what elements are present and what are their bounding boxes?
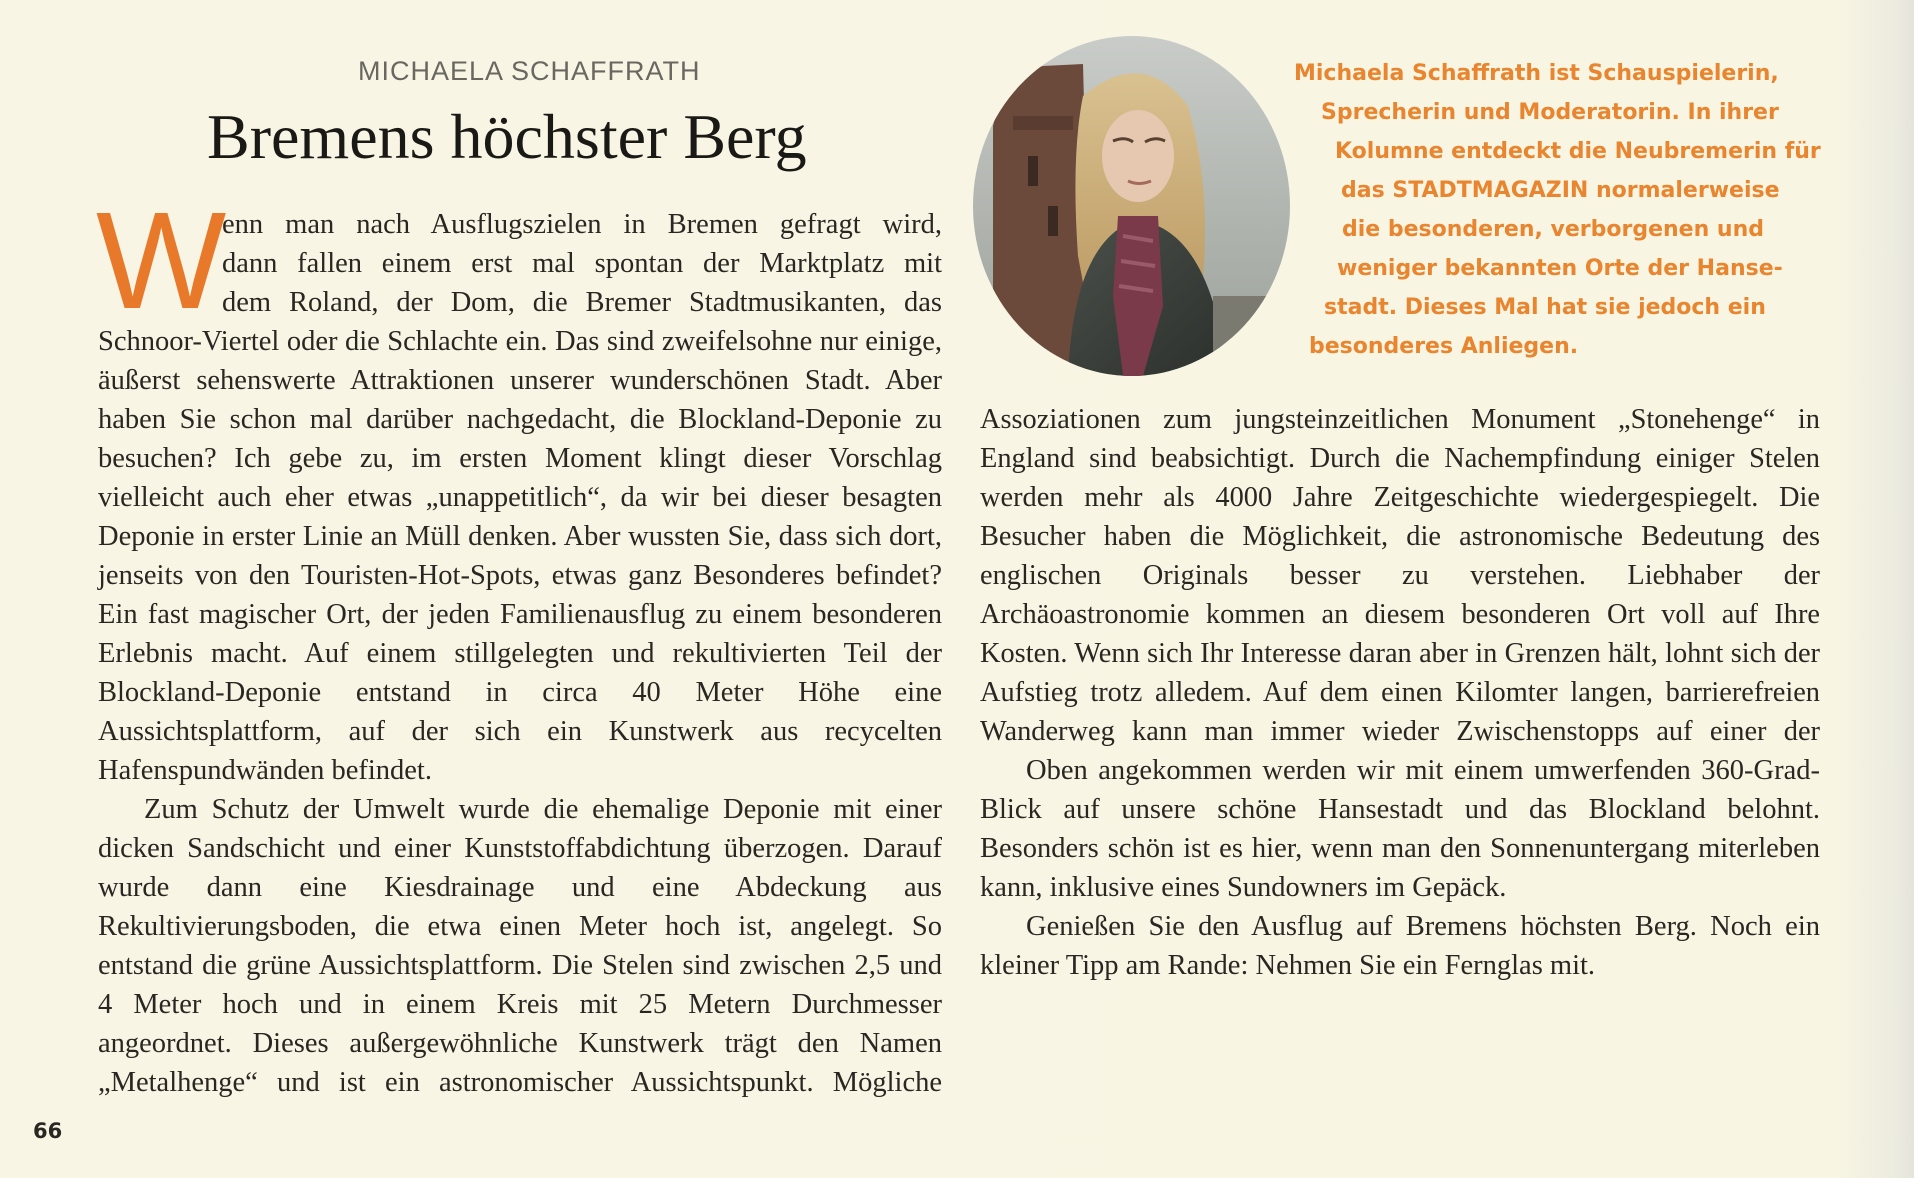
paragraph-3: Oben angekommen werden wir mit einem umwerfenden 360-Grad-Blick auf unsere schöne Hansestadt und das Blockland belohnt. Besonders schön ist es hier, wenn man den Sonnenuntergang miterleben kann, inklusive eines Sundowners im Gepäck. bbox=[980, 755, 1820, 903]
article-column-left bbox=[98, 322, 942, 1102]
bio-line: die besonderen, verborgenen und bbox=[1342, 217, 1764, 242]
bio-line: besonderes Anliegen. bbox=[1309, 334, 1579, 359]
paragraph-4: Genießen Sie den Ausflug auf Bremens höchsten Berg. Noch ein kleiner Tipp am Rande: Nehmen Sie ein Fernglas mit. bbox=[980, 911, 1820, 981]
paragraph-1: Schnoor-Viertel oder die Schlachte ein. Das sind zweifelsohne nur einige, äußerst sehenswerte Attraktionen unserer wunderschönen Stadt. Aber haben Sie schon mal darüber nachgedacht, die Blockland-Deponie zu besuchen? Ich gebe zu, im ersten Moment klingt dieser Vorschlag vielleicht auch eher etwas „unappetitlich“, da wir bei dieser besagten Deponie in erster Linie an Müll denken. Aber wussten Sie, dass sich dort, jenseits von den Touristen-Hot-Spots, etwas ganz Besonderes befindet? Ein fast magischer Ort, der jeden Familienausflug zu einem besonderen Erlebnis macht. Auf einem stillgelegten und rekultivierten Teil der Blockland-Deponie entstand in circa 40 Meter Höhe eine Aussichtsplattform, auf der sich ein Kunstwerk aus recycelten Hafenspundwänden befindet. bbox=[98, 326, 942, 786]
intro-line: dem Roland, der Dom, die Bremer Stadtmusikanten, das bbox=[222, 287, 942, 318]
bio-line: Kolumne entdeckt die Neubremerin für bbox=[1335, 139, 1821, 164]
bio-line: Sprecherin und Moderatorin. In ihrer bbox=[1321, 100, 1779, 125]
author-portrait bbox=[973, 36, 1290, 376]
paragraph-2-continued bbox=[980, 400, 1820, 751]
bio-line: das STADTMAGAZIN normalerweise bbox=[1341, 178, 1780, 203]
portrait-image bbox=[973, 36, 1290, 376]
author-kicker: MICHAELA SCHAFFRATH bbox=[358, 56, 701, 86]
paragraph-2: Zum Schutz der Umwelt wurde die ehemalige Deponie mit einer dicken Sandschicht und einer Kunststoffabdichtung überzogen. Darauf wurde dann eine Kiesdrainage und eine Abdeckung aus Rekultivierungsboden, die etwa einen Meter hoch ist, angelegt. So entstand die grüne Aussichtsplattform. Die Stelen sind zwischen 2,5 und 4 Meter hoch und in einem Kreis mit 25 Metern Durchmesser angeordnet. Dieses außergewöhnliche Kunstwerk trägt den Namen „Metalhenge“ und ist ein astronomischer Aussichtspunkt. Mögliche bbox=[98, 794, 942, 1098]
paragraph-2-overflow: Assoziationen zum jungsteinzeitlichen Monument „Stonehenge“ in England sind beabsichtigt. Durch die Nachempfindung einiger Stelen werden mehr als 4000 Jahre Zeitgeschichte wiedergespiegelt. Die Besucher haben die Möglichkeit, die astronomische Bedeutung des englischen Originals besser zu verstehen. Liebhaber der Archäoastronomie kommen an diesem besonderen Ort voll auf Ihre Kosten. Wenn sich Ihr Interesse daran aber in Grenzen hält, lohnt sich der Aufstieg trotz alledem. Auf dem einen Kilomter langen, barrierefreien Wanderweg kann man immer wieder Zwischenstopps auf einer der bbox=[980, 404, 1820, 747]
article-column-right bbox=[980, 400, 1820, 985]
bio-line: weniger bekannten Orte der Hanse- bbox=[1337, 256, 1783, 281]
bio-line: Michaela Schaffrath ist Schauspielerin, bbox=[1294, 61, 1779, 86]
drop-cap: W bbox=[96, 184, 227, 338]
intro-lines bbox=[222, 205, 942, 322]
intro-line: enn man nach Ausflugszielen in Bremen gefragt wird, bbox=[222, 209, 942, 240]
article-title: Bremens höchster Berg bbox=[207, 101, 807, 172]
bio-line: stadt. Dieses Mal hat sie jedoch ein bbox=[1324, 295, 1766, 320]
page-number: 66 bbox=[33, 1119, 63, 1143]
intro-line: dann fallen einem erst mal spontan der Marktplatz mit bbox=[222, 248, 942, 279]
